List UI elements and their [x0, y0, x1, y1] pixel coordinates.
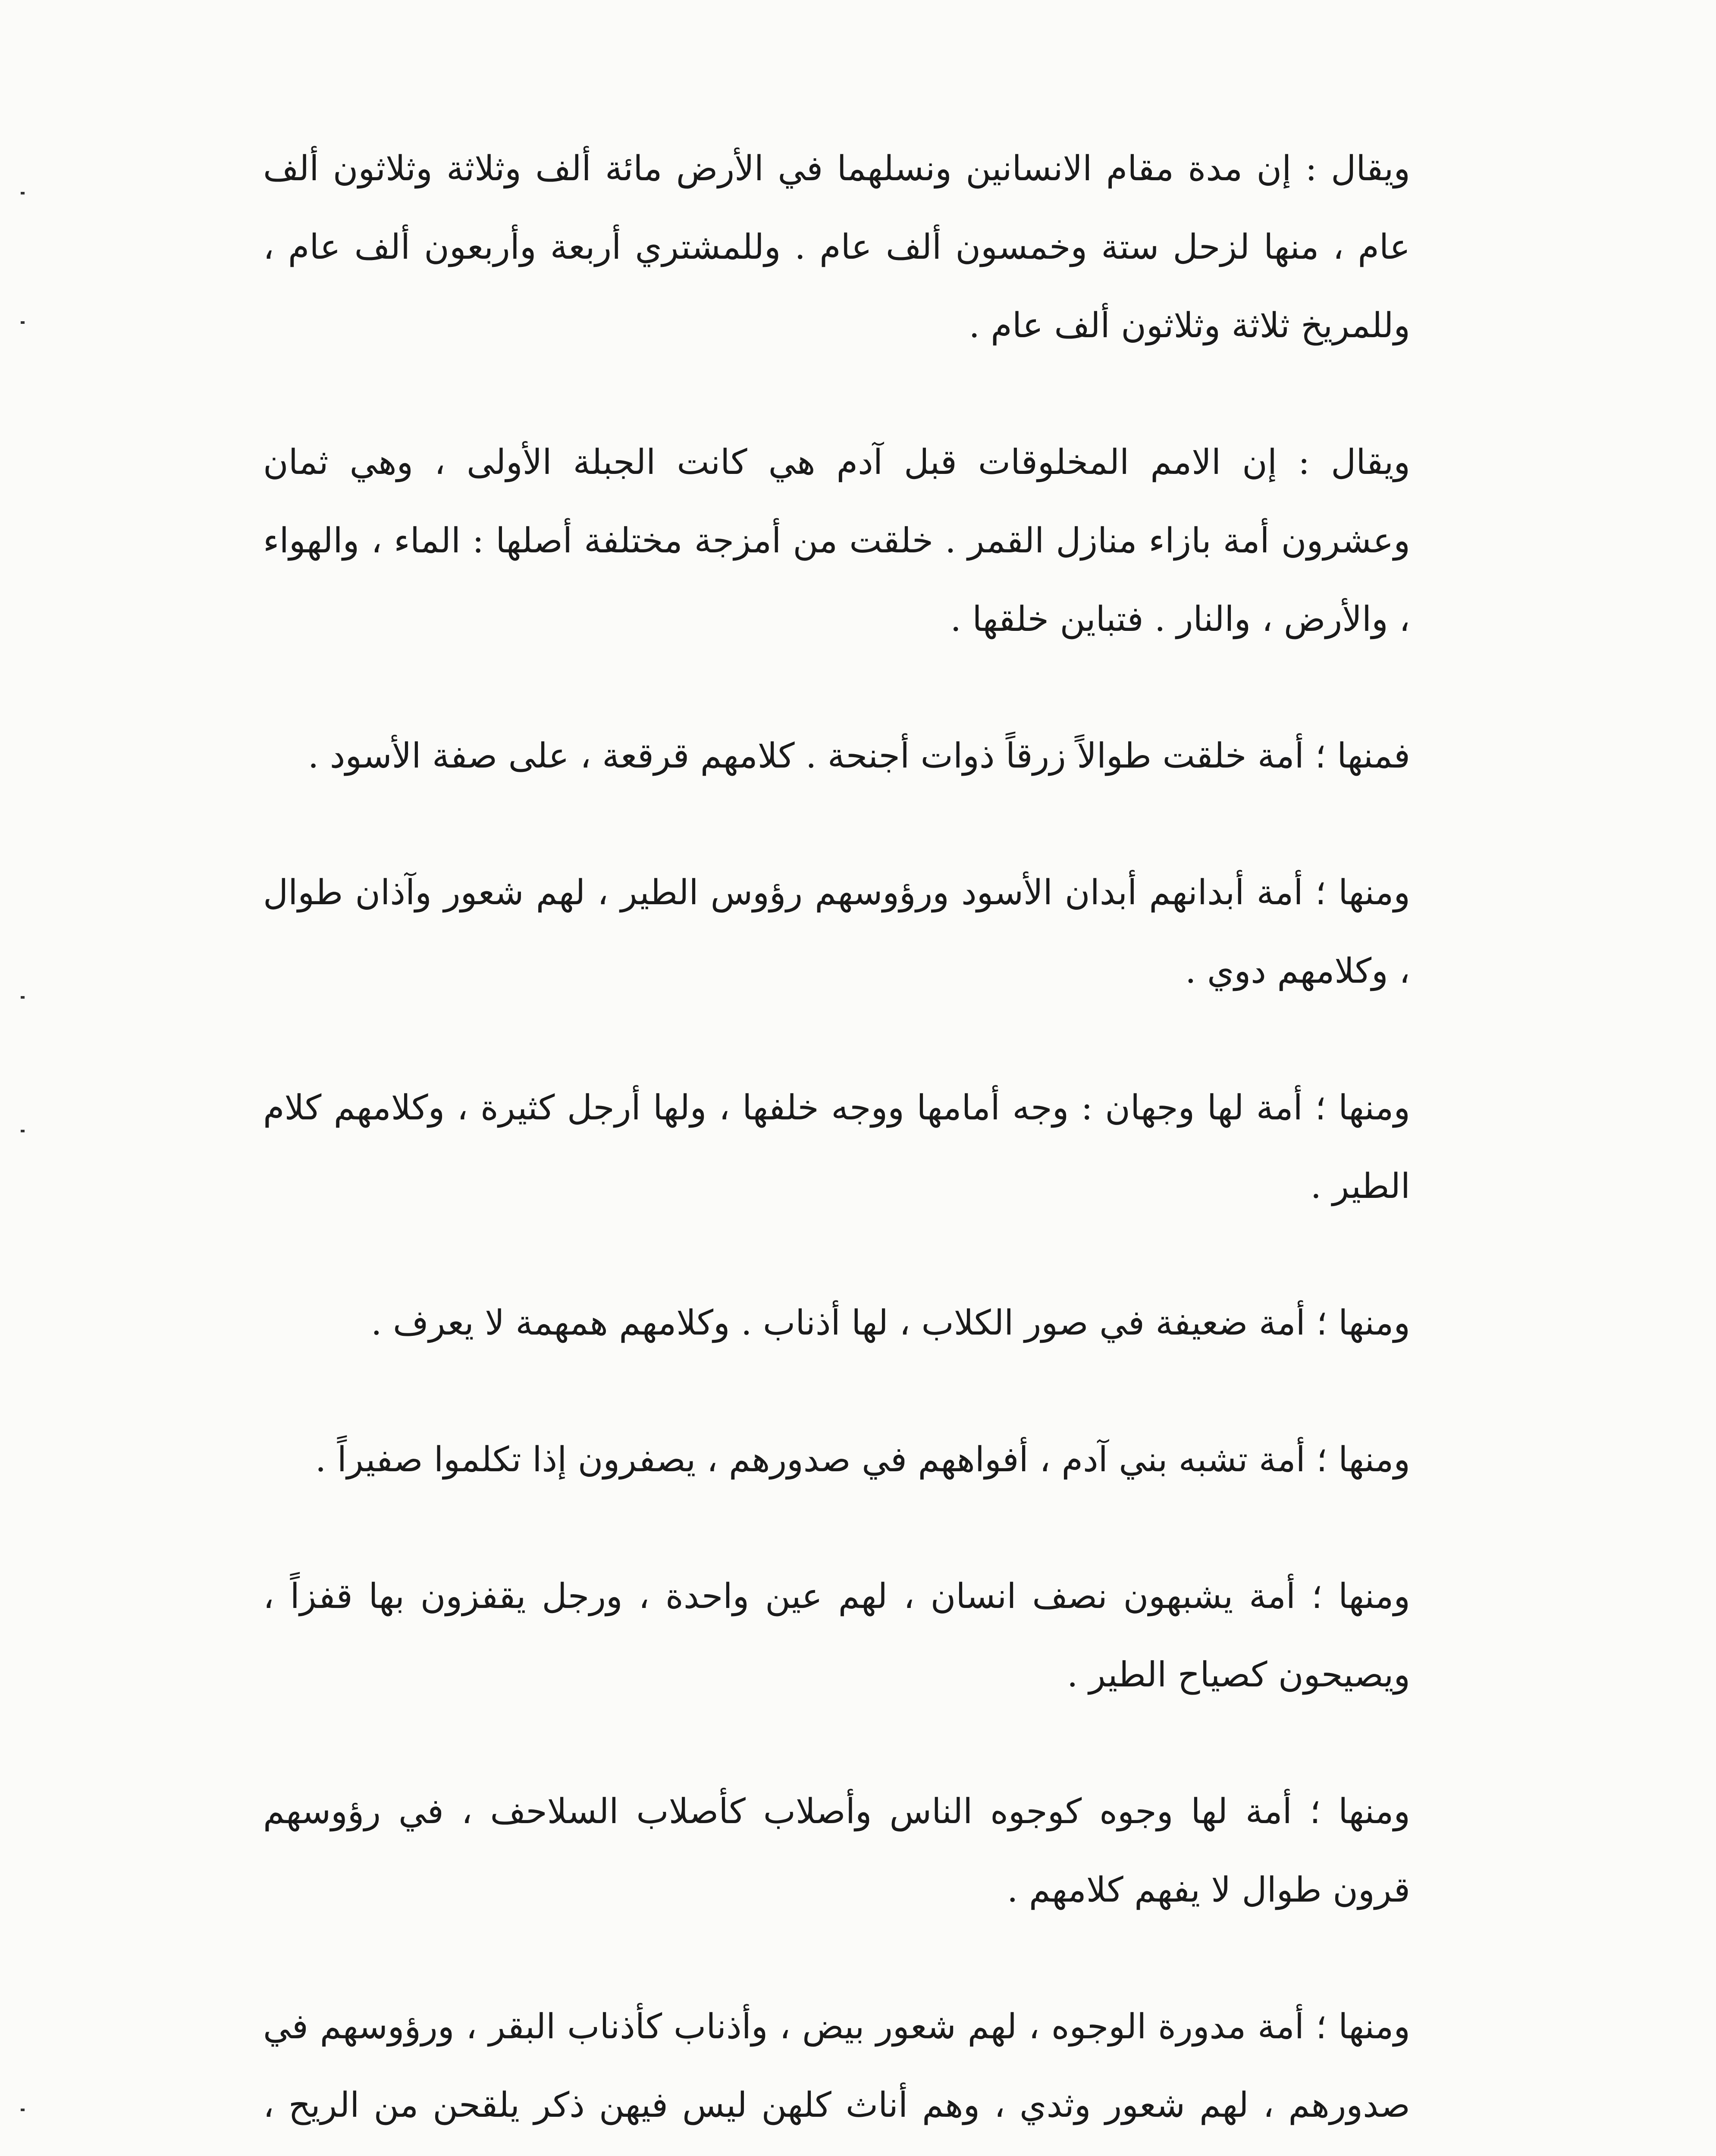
paragraph: ويقال : إن مدة مقام الانسانين ونسلهما في الأرض مائة ألف وثلاثة وثلاثون ألف عام ، منها لزحل ستة وخمسون ألف عام . وللمشتري أربعة وأربعون ألف عام ، وللمريخ ثلاثة وثلاثون ألف عام .	[263, 148, 1410, 345]
margin-mark	[21, 996, 25, 999]
margin-mark	[21, 192, 25, 194]
body-text	[263, 129, 1410, 2156]
paragraph: ومنها ؛ أمة لها وجهان : وجه أمامها ووجه خلفها ، ولها أرجل كثيرة ، وكلامهم كلام الطير .	[263, 1087, 1410, 1206]
paragraph: فمنها ؛ أمة خلقت طوالاً زرقاً ذوات أجنحة . كلامهم قرقعة ، على صفة الأسود .	[307, 736, 1410, 776]
paragraph: ومنها ؛ أمة أبدانهم أبدان الأسود ورؤوسهم رؤوس الطير ، لهم شعور وآذان طوال ، وكلامهم دوي .	[263, 872, 1410, 991]
paragraph: ويقال : إن الامم المخلوقات قبل آدم هي كانت الجبلة الأولى ، وهي ثمان وعشرون أمة بازاء منازل القمر . خلقت من أمزجة مختلفة أصلها : الماء ، والهواء ، والأرض ، والنار . فتباين خلقها .	[263, 442, 1410, 639]
paragraph: ومنها ؛ أمة ضعيفة في صور الكلاب ، لها أذناب . وكلامهم همهمة لا يعرف .	[371, 1303, 1410, 1343]
margin-mark	[21, 2109, 25, 2111]
paragraph: ومنها ؛ أمة يشبهون نصف انسان ، لهم عين واحدة ، ورجل يقفزون بها قفزاً ، ويصيحون كصياح الطير .	[263, 1576, 1410, 1695]
margin-mark	[21, 1130, 25, 1132]
paragraph: ومنها ؛ أمة مدورة الوجوه ، لهم شعور بيض ، وأذناب كأذناب البقر ، ورؤوسهم في صدورهم ، لهم شعور وثدي ، وهم أناث كلهن ليس فيهن ذكر يلقحن من الريح ،	[263, 2006, 1410, 2125]
margin-mark	[21, 321, 25, 324]
paragraph: ومنها ؛ أمة لها وجوه كوجوه الناس وأصلاب كأصلاب السلاحف ، في رؤوسهم قرون طوال لا يفهم كلامهم .	[263, 1791, 1410, 1910]
paragraph: ومنها ؛ أمة تشبه بني آدم ، أفواههم في صدورهم ، يصفرون إذا تكلموا صفيراً .	[315, 1439, 1410, 1479]
